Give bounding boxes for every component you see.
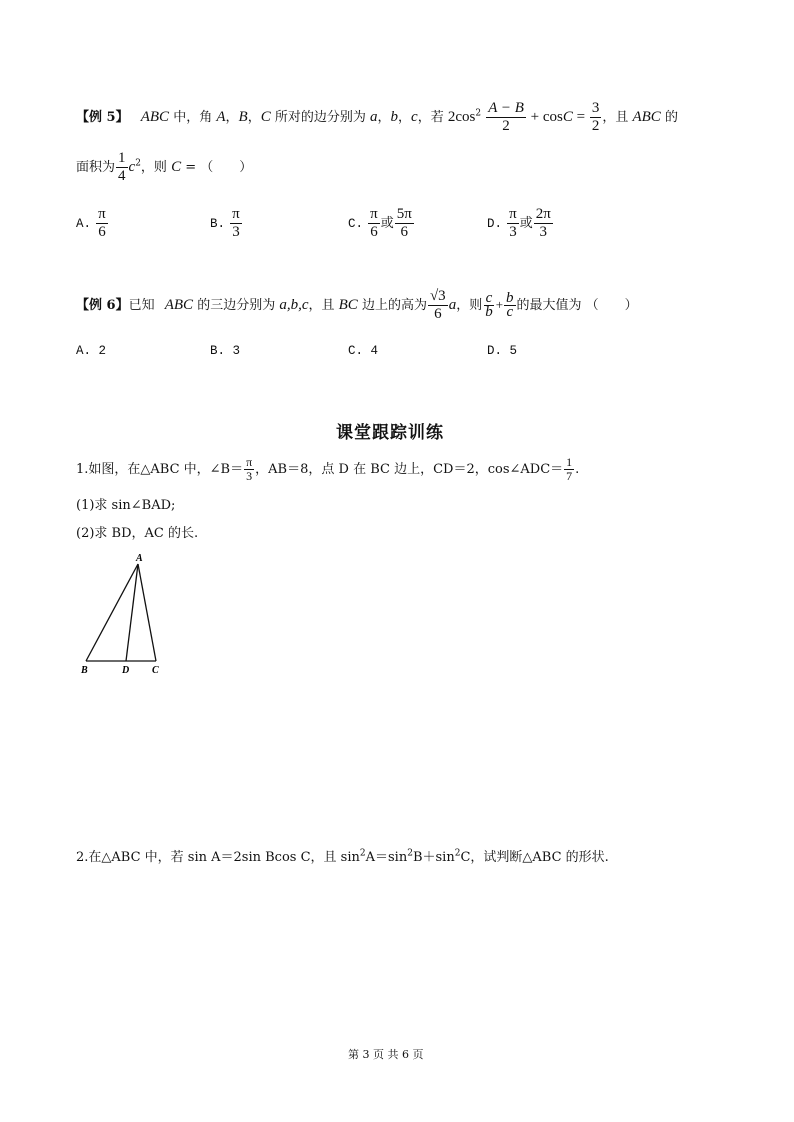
triangle-figure — [76, 552, 176, 678]
vertex-label-c: C — [152, 665, 159, 676]
example5-option-a: A. $\frac{\pi}{6}$ — [76, 206, 106, 240]
side-ac — [138, 564, 156, 661]
question-1-part-1: (1)求 sin∠BAD; — [76, 498, 176, 513]
example5-line1: 【例 5】 ABC 中，角 A，B，C 所对的边分别为 a，b，c，若 $2\cos^2$ $\frac{A - B}{2}$ + cosC = $\frac{3}{2}$ ，且 ABC 的 — [76, 100, 678, 134]
example6-option-c: C. 4 — [348, 344, 379, 358]
example6-option-a: A. 2 — [76, 344, 107, 358]
example5-option-d: D. $\frac{\pi}{3}$ 或 $\frac{2\pi}{3}$ — [487, 206, 551, 240]
example5-option-c: C. $\frac{\pi}{6}$ 或 $\frac{5\pi}{6}$ — [348, 206, 412, 240]
example5-fraction-a-minus-b: $\frac{A - B}{2}$ — [488, 100, 524, 134]
example6-option-d: D. 5 — [487, 344, 518, 358]
section-title: 课堂跟踪训练 — [336, 423, 444, 443]
example6-height-fraction: $\frac{√3}{6}$ — [429, 288, 446, 322]
example6-option-b: B. 3 — [210, 344, 241, 358]
vertex-label-d: D — [122, 665, 130, 676]
example5-line2: 面积为 $\frac{1}{4}$ $c^2$，则 C = （ ） — [76, 150, 253, 184]
example5-fraction-rhs: $\frac{3}{2}$ — [591, 100, 600, 134]
example5-area-fraction: $\frac{1}{4}$ — [118, 150, 126, 184]
question-1-part-2: (2)求 BD，AC 的长. — [76, 526, 199, 541]
side-ab — [86, 564, 138, 661]
example6-tag: 【例 6】 — [76, 298, 129, 313]
question-2: 2.在△ABC 中，若 sin A＝2sin Bcos C，且 $\sin^2A=\sin^2B+\sin^2C$，试判断△ABC 的形状. — [76, 848, 609, 865]
page-number: 第 3 页 共 6 页 — [348, 1048, 424, 1061]
example5-option-b: B. $\frac{\pi}{3}$ — [210, 206, 240, 240]
segment-ad — [126, 564, 138, 661]
vertex-label-b: B — [81, 665, 88, 676]
vertex-label-a: A — [136, 553, 143, 564]
question-1: 1.如图，在△ABC 中，∠B＝ $\frac{\pi}{3}$ ，AB＝8，点 D 在 BC 边上，CD＝2，cos∠ADC＝ $\frac{1}{7}$ . — [76, 455, 580, 483]
example5-tag: 【例 5】 — [76, 110, 129, 125]
example6-stem: 【例 6】已知 ABC 的三边分别为 a,b,c，且 BC 边上的高为 $\frac{√3}{6}$ a，则 $\frac{c}{b}$ + $\frac{b}{c}$ 的最大值为 （ ） — [76, 288, 638, 322]
